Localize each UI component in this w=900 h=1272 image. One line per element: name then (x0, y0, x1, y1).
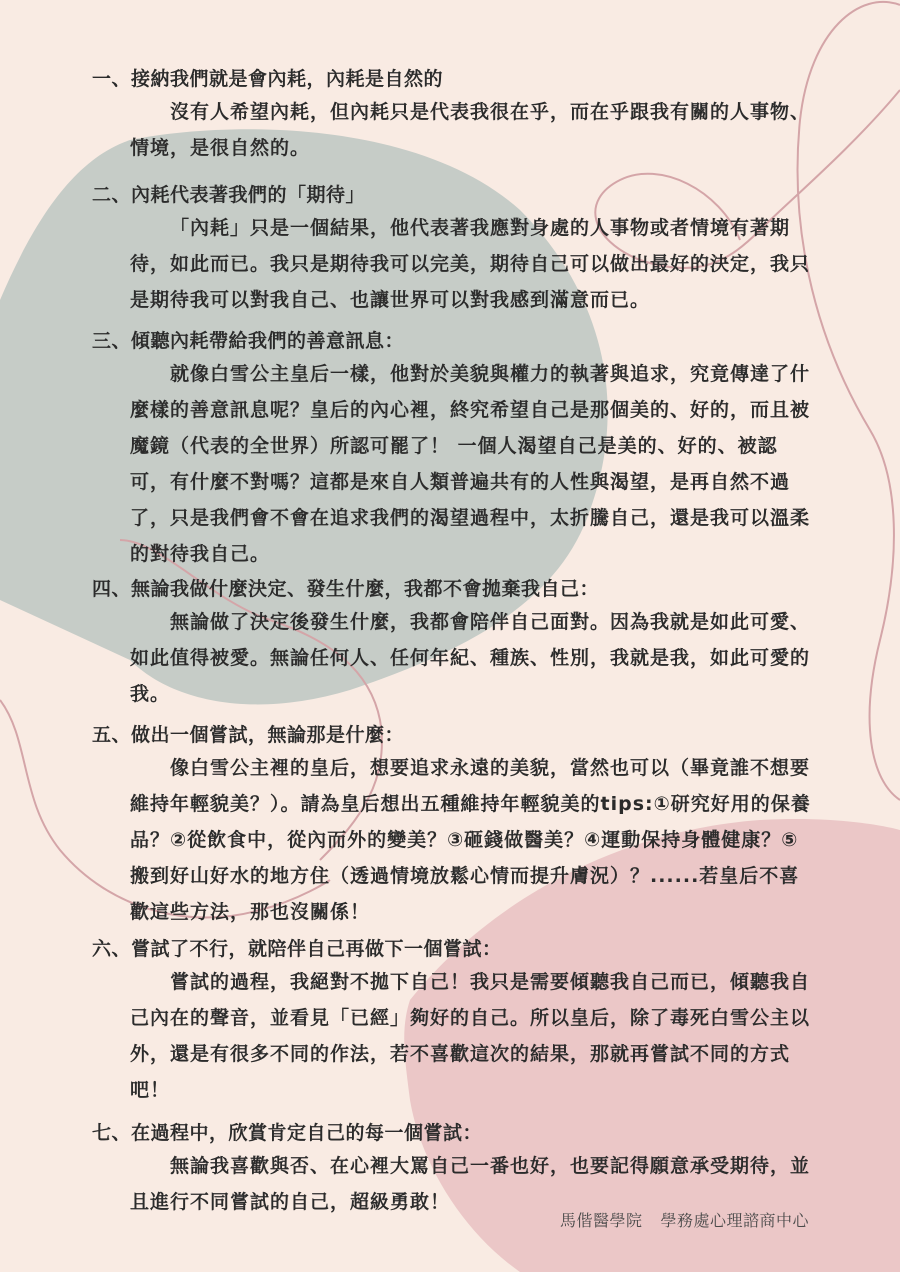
section-heading: 三、傾聽內耗帶給我們的善意訊息： (92, 330, 405, 352)
footer-center: 學務處心理諮商中心 (660, 1211, 810, 1230)
section-body: 「內耗」只是一個結果，他代表著我應對身處的人事物或者情境有著期待，如此而已。我只是期待我可以完美，期待自己可以做出最好的決定，我只是期待我可以對我自己、也讓世界可以對我感到滿意而已。 (130, 217, 811, 311)
section-heading: 一、接納我們就是會內耗，內耗是自然的 (92, 68, 444, 90)
section-body: 就像白雪公主皇后一樣，他對於美貌與權力的執著與追求，究竟傳達了什麼樣的善意訊息呢？皇后的內心裡，終究希望自己是那個美的、好的，而且被魔鏡（代表的全世界）所認可罷了！ 一個人渴望自己是美的、好的、被認可，有什麼不對嗎？這都是來自人類普遍共有的人性與渴望，是再自然不過了，只是我們會不會在追求我們的渴望過程中，太折騰自己，還是我可以溫柔的對待我自己。 (130, 363, 811, 565)
section-body: 像白雪公主裡的皇后，想要追求永遠的美貌，當然也可以（畢竟誰不想要維持年輕貌美？）。請為皇后想出五種維持年輕貌美的tips:①研究好用的保養品？②從飲食中，從內而外的變美？③砸錢做醫美？④運動保持身體健康？⑤搬到好山好水的地方住（透過情境放鬆心情而提升膚況）？......若皇后不喜歡這些方法，那也沒關係！ (130, 757, 811, 923)
section-body: 無論做了決定後發生什麼，我都會陪伴自己面對。因為我就是如此可愛、如此值得被愛。無論任何人、任何年紀、種族、性別，我就是我，如此可愛的我。 (130, 611, 811, 705)
section-heading: 二、內耗代表著我們的「期待」 (92, 184, 366, 206)
section-body: 嘗試的過程，我絕對不拋下自己！我只是需要傾聽我自己而已，傾聽我自己內在的聲音，並看見「已經」夠好的自己。所以皇后，除了毒死白雪公主以外，還是有很多不同的作法，若不喜歡這次的結果，那就再嘗試不同的方式吧！ (130, 971, 811, 1101)
section-heading: 六、嘗試了不行，就陪伴自己再做下一個嘗試： (92, 938, 502, 960)
section-heading: 七、在過程中，欣賞肯定自己的每一個嘗試： (92, 1122, 483, 1144)
section-5 (92, 720, 812, 930)
footer-school: 馬偕醫學院 (560, 1211, 643, 1230)
section-6 (92, 934, 812, 1108)
section-heading: 五、做出一個嘗試，無論那是什麼： (92, 724, 405, 746)
section-7 (92, 1118, 812, 1220)
section-heading: 四、無論我做什麼決定、發生什麼，我都不會拋棄我自己： (92, 578, 600, 600)
section-body: 無論我喜歡與否、在心裡大罵自己一番也好，也要記得願意承受期待，並且進行不同嘗試的自己，超級勇敢！ (130, 1155, 811, 1213)
section-body: 沒有人希望內耗，但內耗只是代表我很在乎，而在乎跟我有關的人事物、情境，是很自然的。 (130, 101, 811, 159)
section-3 (92, 326, 812, 572)
section-2 (92, 180, 812, 318)
footer-credit (560, 1208, 880, 1231)
section-4 (92, 574, 812, 712)
section-1 (92, 64, 812, 166)
